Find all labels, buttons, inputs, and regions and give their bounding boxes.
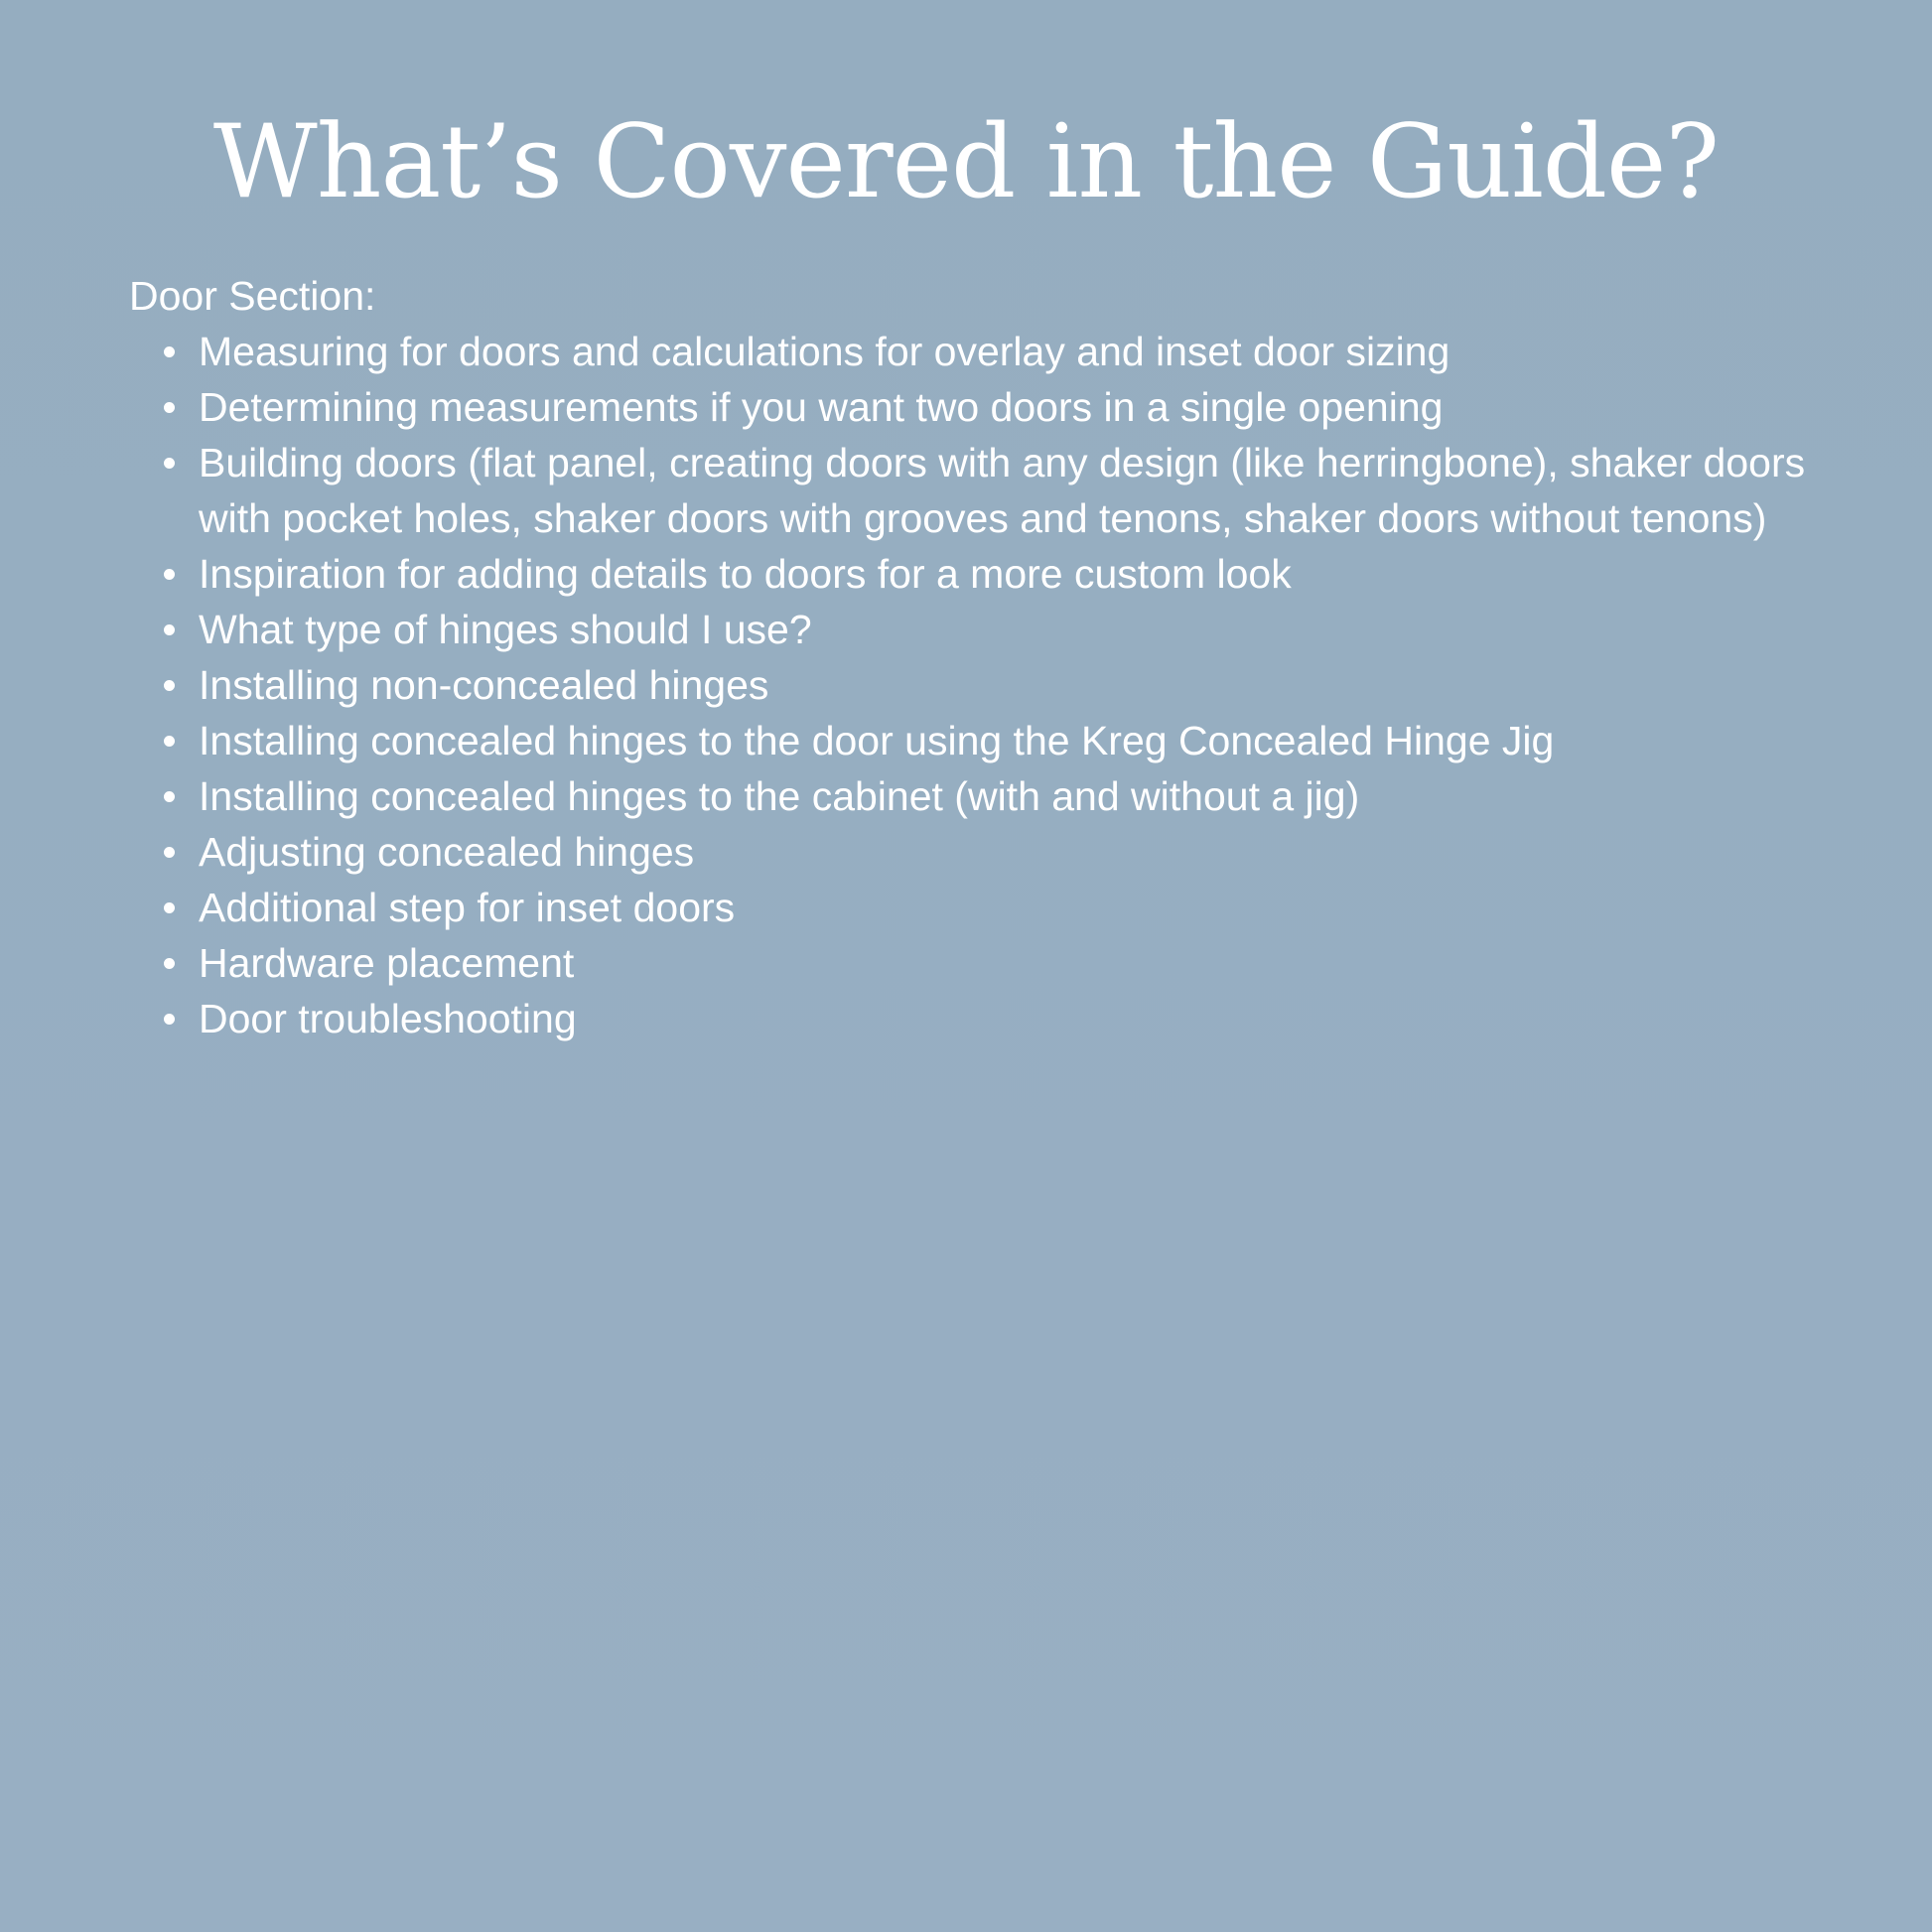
content <box>129 268 1807 1046</box>
list-item: Inspiration for adding details to doors for a more custom look <box>199 546 1807 602</box>
list-item: Hardware placement <box>199 935 1807 991</box>
list-item: Additional step for inset doors <box>199 880 1807 935</box>
list-item: Installing concealed hinges to the cabinet (with and without a jig) <box>199 768 1807 824</box>
list-item: Measuring for doors and calculations for overlay and inset door sizing <box>199 324 1807 379</box>
list-item: Adjusting concealed hinges <box>199 824 1807 880</box>
list-item: Door troubleshooting <box>199 991 1807 1046</box>
list-item: Building doors (flat panel, creating doors with any design (like herringbone), shaker doors with pocket holes, shaker doors with grooves and tenons, shaker doors without tenons) <box>199 435 1807 546</box>
list-item: Installing concealed hinges to the door using the Kreg Concealed Hinge Jig <box>199 713 1807 768</box>
list-item: What type of hinges should I use? <box>199 602 1807 657</box>
section-label: Door Section: <box>129 273 376 319</box>
bullet-list <box>129 324 1807 1046</box>
list-item: Determining measurements if you want two doors in a single opening <box>199 379 1807 435</box>
page-title: What’s Covered in the Guide? <box>212 103 1720 221</box>
list-item: Installing non-concealed hinges <box>199 657 1807 713</box>
